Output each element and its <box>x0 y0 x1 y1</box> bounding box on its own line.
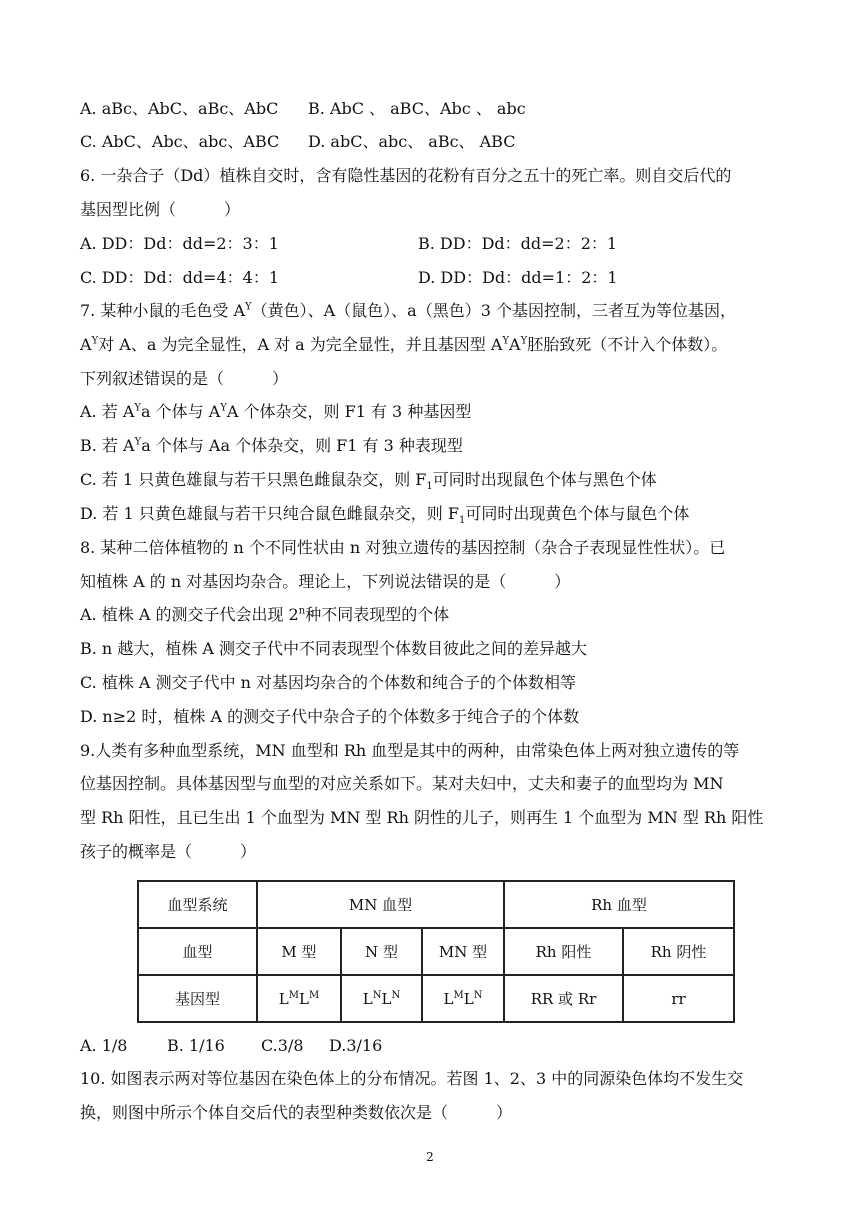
table-cell-gene-m: $L^ML^M$ <box>257 975 341 1022</box>
table-cell-n: N 型 <box>341 928 422 975</box>
table-cell-blood: 血型 <box>138 928 257 975</box>
q9-options-row <box>80 1035 382 1057</box>
table-cell-gene-mn: $L^ML^N$ <box>422 975 504 1022</box>
q6-option-d: D. DD：Dd：dd=1：2：1 <box>418 268 618 287</box>
table-cell-gene: 基因型 <box>138 975 257 1022</box>
q7-option-b: B. 若 $A^Ya$ 个体与 Aa 个体杂交，则 F1 有 3 种表现型 <box>80 436 463 455</box>
q5-option-a: A. aBc、AbC、aBc、AbC <box>80 99 279 118</box>
q8-option-b: B. n 越大，植株 A 测交子代中不同表现型个体数目彼此之间的差异越大 <box>80 639 588 658</box>
q5-option-d: D. abC、abc、 aBc、 ABC <box>308 132 516 151</box>
q7-stem-line3: 下列叙述错误的是（ ） <box>80 369 289 388</box>
q7-option-c: C. 若 1 只黄色雄鼠与若干只黑色雌鼠杂交，则 $F_1$可同时出现鼠色个体与黑色个体 <box>80 470 657 493</box>
table-header-system: 血型系统 <box>138 881 257 928</box>
q10-stem-line1: 10. 如图表示两对等位基因在染色体上的分布情况。若图 1、2、3 中的同源染色体均不发生交 <box>80 1069 744 1088</box>
q9-stem-line4: 孩子的概率是（ ） <box>80 842 257 861</box>
table-row <box>138 975 734 1022</box>
table-cell-gene-n: $L^NL^N$ <box>341 975 422 1022</box>
q9-option-d: D.3/16 <box>329 1036 383 1055</box>
q9-stem-line2: 位基因控制。具体基因型与血型的对应关系如下。某对夫妇中，丈夫和妻子的血型均为 MN <box>80 774 724 793</box>
q6-options-row1 <box>80 233 617 255</box>
q7-stem-line2: $A^Y$对 A、a 为完全显性，A 对 a 为完全显性，并且基因型 $A^YA^Y$胚胎致死（不计入个体数）。 <box>80 335 728 354</box>
q9-stem-line3: 型 Rh 阳性，且已生出 1 个血型为 MN 型 Rh 阴性的儿子，则再生 1 个血型为 MN 型 Rh 阳性 <box>80 808 764 827</box>
q7-stem-line1: 7. 某种小鼠的毛色受 $A^Y$（黄色）、A（鼠色）、a（黑色）3 个基因控制，三者互为等位基因， <box>80 301 736 320</box>
q5-option-c: C. AbC、Abc、abc、ABC <box>80 132 280 151</box>
q9-option-c: C.3/8 <box>261 1036 304 1055</box>
q6-stem-line2: 基因型比例（ ） <box>80 200 241 219</box>
table-cell-m: M 型 <box>257 928 341 975</box>
q7-option-d: D. 若 1 只黄色雄鼠与若干只纯合鼠色雌鼠杂交，则 $F_1$可同时出现黄色个体与鼠色个体 <box>80 504 690 527</box>
q8-option-c: C. 植株 A 测交子代中 n 对基因均杂合的个体数和纯合子的个体数相等 <box>80 673 577 692</box>
q5-option-b: B. AbC 、 aBC、Abc 、 abc <box>308 99 526 118</box>
page-number: 2 <box>426 1150 434 1164</box>
table-header-mn: MN 血型 <box>257 881 504 928</box>
table-cell-rh-neg: Rh 阴性 <box>623 928 734 975</box>
q7-option-a: A. 若 $A^Ya$ 个体与 $A^YA$ 个体杂交，则 F1 有 3 种基因型 <box>80 402 472 421</box>
table-cell-gene-rh-neg: rr <box>623 975 734 1022</box>
table-row <box>138 928 734 975</box>
q6-option-b: B. DD：Dd：dd=2：2：1 <box>418 234 618 253</box>
q10-stem-line2: 换，则图中所示个体自交后代的表型种类数依次是（ ） <box>80 1103 513 1122</box>
q9-option-b: B. 1/16 <box>167 1036 225 1055</box>
q8-stem-line2: 知植株 A 的 n 对基因均杂合。理论上，下列说法错误的是（ ） <box>80 572 571 591</box>
blood-type-table <box>137 880 735 1023</box>
table-cell-mn: MN 型 <box>422 928 504 975</box>
table-cell-rh-pos: Rh 阳性 <box>504 928 623 975</box>
q6-option-a: A. DD：Dd：dd=2：3：1 <box>80 234 279 253</box>
q6-option-c: C. DD：Dd：dd=4：4：1 <box>80 268 280 287</box>
table-cell-gene-rh-pos: RR 或 Rr <box>504 975 623 1022</box>
q5-options-row1 <box>80 98 526 120</box>
table-header-rh: Rh 血型 <box>504 881 734 928</box>
q9-option-a: A. 1/8 <box>80 1036 128 1055</box>
q8-stem-line1: 8. 某种二倍体植物的 n 个不同性状由 n 对独立遗传的基因控制（杂合子表现显性性状）。已 <box>80 538 726 557</box>
q8-option-d: D. n≥2 时，植株 A 的测交子代中杂合子的个体数多于纯合子的个体数 <box>80 707 580 726</box>
table-row <box>138 881 734 928</box>
q6-options-row2 <box>80 267 618 289</box>
q9-stem-line1: 9.人类有多种血型系统，MN 血型和 Rh 血型是其中的两种，由常染色体上两对独立遗传的等 <box>80 741 740 760</box>
q5-options-row2 <box>80 131 515 153</box>
q8-option-a: A. 植株 A 的测交子代会出现 2$^n$种不同表现型的个体 <box>80 605 450 624</box>
q6-stem-line1: 6. 一杂合子（Dd）植株自交时，含有隐性基因的花粉有百分之五十的死亡率。则自交后代的 <box>80 166 732 185</box>
